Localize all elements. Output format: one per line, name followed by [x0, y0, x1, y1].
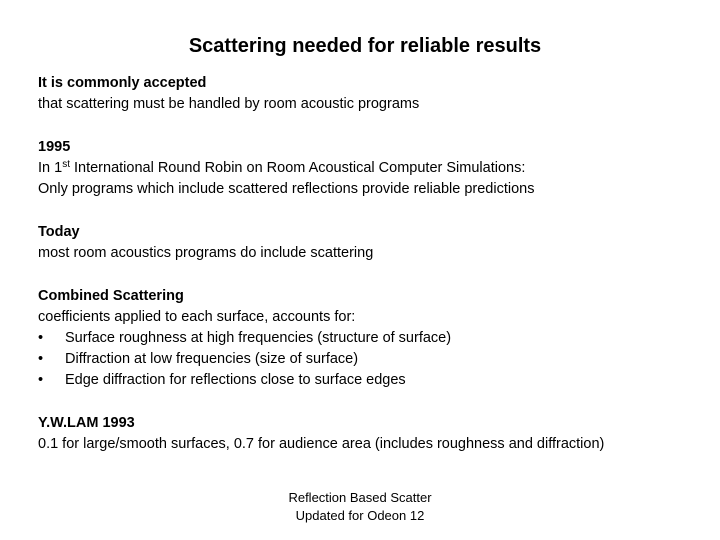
list-item-text: Diffraction at low frequencies (size of surface) — [65, 351, 359, 367]
text-suffix: International Round Robin on Room Acoustical Computer Simulations: — [69, 160, 526, 176]
list-item — [38, 349, 698, 370]
section-commonly-accepted — [38, 73, 698, 115]
section-heading: It is commonly accepted — [38, 75, 207, 91]
footer-line: Reflection Based Scatter — [288, 490, 432, 505]
slide-footer — [210, 489, 510, 525]
section-text: coefficients applied to each surface, accounts for: — [38, 309, 356, 325]
bullet-icon: • — [38, 372, 44, 388]
text-prefix: In 1 — [38, 160, 63, 176]
slide-title: Scattering needed for reliable results — [188, 35, 542, 57]
ordinal-superscript: st — [62, 159, 70, 170]
section-text: most room acoustics programs do include scattering — [38, 245, 374, 261]
section-text: 0.1 for large/smooth surfaces, 0.7 for audience area (includes roughness and diffraction) — [38, 436, 605, 452]
section-today — [38, 222, 698, 264]
section-heading: Combined Scattering — [38, 288, 184, 304]
bullet-list — [38, 328, 698, 391]
bullet-icon: • — [38, 330, 44, 346]
section-text: that scattering must be handled by room acoustic programs — [38, 96, 420, 112]
section-text — [38, 158, 698, 179]
list-item — [38, 328, 698, 349]
list-item-text: Surface roughness at high frequencies (structure of surface) — [65, 330, 452, 346]
section-1995 — [38, 137, 698, 200]
slide-content — [38, 73, 698, 455]
section-combined-scattering — [38, 286, 698, 391]
section-text: Only programs which include scattered reflections provide reliable predictions — [38, 181, 535, 197]
footer-line: Updated for Odeon 12 — [295, 508, 425, 523]
section-heading: Y.W.LAM 1993 — [38, 415, 135, 431]
bullet-icon: • — [38, 351, 44, 367]
section-lam-1993 — [38, 413, 698, 455]
section-heading: Today — [38, 224, 80, 240]
section-heading: 1995 — [38, 139, 71, 155]
list-item — [38, 370, 698, 391]
list-item-text: Edge diffraction for reflections close to surface edges — [65, 372, 406, 388]
